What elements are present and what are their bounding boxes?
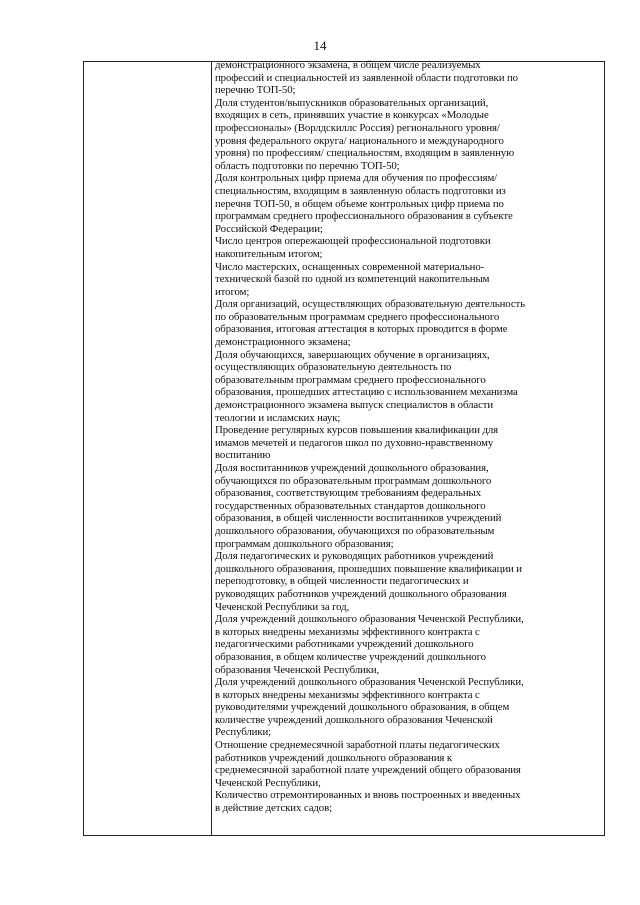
text-line: перечню ТОП-50; (215, 84, 296, 97)
text-line: осуществляющих образовательную деятельность по (215, 361, 452, 374)
text-line: руководителями учреждений дошкольного образования, в общем (215, 701, 510, 714)
text-line: Доля воспитанников учреждений дошкольного образования, (215, 462, 489, 474)
text-line: Доля студентов/выпускников образовательных организаций, (215, 96, 489, 109)
text-line: количестве учреждений дошкольного образования Чеченской (215, 713, 493, 726)
text-line: программам среднего профессионального образования в субъекте (215, 210, 513, 223)
indicators-table (83, 61, 605, 836)
text-line: образования, соответствующим требованиям федеральных (215, 487, 482, 500)
text-line: Доля учреждений дошкольного образования Чеченской Республики, (215, 676, 524, 689)
text-line: Количество отремонтированных и вновь построенных и введенных (215, 789, 521, 802)
text-line: образовательным программам среднего профессионального (215, 373, 486, 386)
column-divider (211, 62, 212, 835)
text-line: образования, в общем количестве учреждений дошкольного (215, 650, 486, 663)
text-line: дошкольного образования, прошедших повышение квалификации и (215, 562, 522, 575)
text-line: Отношение среднемесячной заработной платы педагогических (215, 739, 500, 752)
text-line: демонстрационного экзамена выпуск специалистов в области (215, 399, 494, 412)
text-line: уровня) по профессиям/ специальностям, входящим в заявленную (215, 147, 515, 160)
page-number: 14 (313, 38, 327, 53)
text-line: государственных образовательных стандартов дошкольного (215, 499, 486, 512)
text-line: воспитанию (215, 449, 271, 462)
text-line: руководящих работников учреждений дошкольного образования (215, 587, 507, 600)
text-line: перечня ТОП-50, в общем объеме контрольных цифр приема по (215, 197, 504, 210)
text-line: Чеченской Республики за год, (215, 600, 350, 613)
text-line: обучающихся по образовательным программам дошкольного (215, 474, 492, 487)
text-line: образования, в общей численности воспитанников учреждений (215, 512, 502, 525)
text-line: Доля контрольных цифр приема для обучения по профессиям/ (215, 172, 498, 185)
text-line: накопительным итогом; (215, 247, 323, 260)
text-line: итогом; (215, 285, 250, 298)
text-line: профессий и специальностей из заявленной области подготовки по (215, 71, 518, 84)
text-line: дошкольного образования, обучающихся по образовательным (215, 524, 495, 537)
text-line: Российской Федерации; (215, 222, 323, 235)
text-line: профессионалы» (Ворлдскиллс Россия) регионального уровня/ (215, 121, 500, 134)
text-line: среднемесячной заработной плате учреждений общего образования (215, 764, 521, 777)
text-line: Доля учреждений дошкольного образования Чеченской Республики, (215, 613, 524, 626)
text-line: Доля обучающихся, завершающих обучение в организациях, (215, 348, 490, 361)
text-line: Проведение регулярных курсов повышения квалификации для (215, 424, 499, 437)
text-line: программам дошкольного образования; (215, 537, 394, 550)
text-line: в действие детских садов; (215, 802, 332, 815)
text-line: Чеченской Республики, (215, 776, 321, 789)
text-line: Доля педагогических и руководящих работников учреждений (215, 550, 494, 563)
text-line: область подготовки по перечню ТОП-50; (215, 159, 400, 172)
text-line: Число центров опережающей профессиональной подготовки (215, 235, 491, 248)
text-line: Доля организаций, осуществляющих образовательную деятельность (215, 298, 525, 311)
text-line: переподготовку, в общей численности педагогических и (215, 575, 469, 588)
text-line: работников учреждений дошкольного образования к (215, 751, 453, 764)
text-line: теологии и исламских наук; (215, 411, 341, 424)
text-line: в которых внедрены механизмы эффективного контракта с (215, 688, 480, 701)
text-line: в которых внедрены механизмы эффективного контракта с (215, 625, 480, 638)
text-line: образования Чеченской Республики, (215, 663, 380, 676)
text-line: образования, итоговая аттестация в которых проводится в форме (215, 323, 508, 336)
text-line: Республики; (215, 726, 272, 739)
text-line: уровня федерального округа/ национального и международного (215, 134, 504, 147)
text-line: специальностям, входящим в заявленную область подготовки из (215, 184, 506, 197)
indicators-text-cell (215, 59, 604, 815)
text-line: имамов мечетей и педагогов школ по духовно-нравственному (215, 436, 494, 449)
text-line: демонстрационного экзамена; (215, 336, 351, 349)
text-line: образования, прошедших аттестацию с использованием механизма (215, 386, 518, 399)
text-line: педагогическими работниками учреждений дошкольного (215, 638, 474, 651)
text-line: входящих в сеть, принявших участие в конкурсах «Молодые (215, 109, 489, 122)
text-line: Число мастерских, оснащенных современной материально- (215, 260, 485, 273)
text-line: демонстрационного экзамена, в общем числе реализуемых (215, 59, 481, 71)
text-line: технической базой по одной из компетенций накопительным (215, 273, 490, 286)
text-line: по образовательным программам среднего профессионального (215, 310, 500, 323)
